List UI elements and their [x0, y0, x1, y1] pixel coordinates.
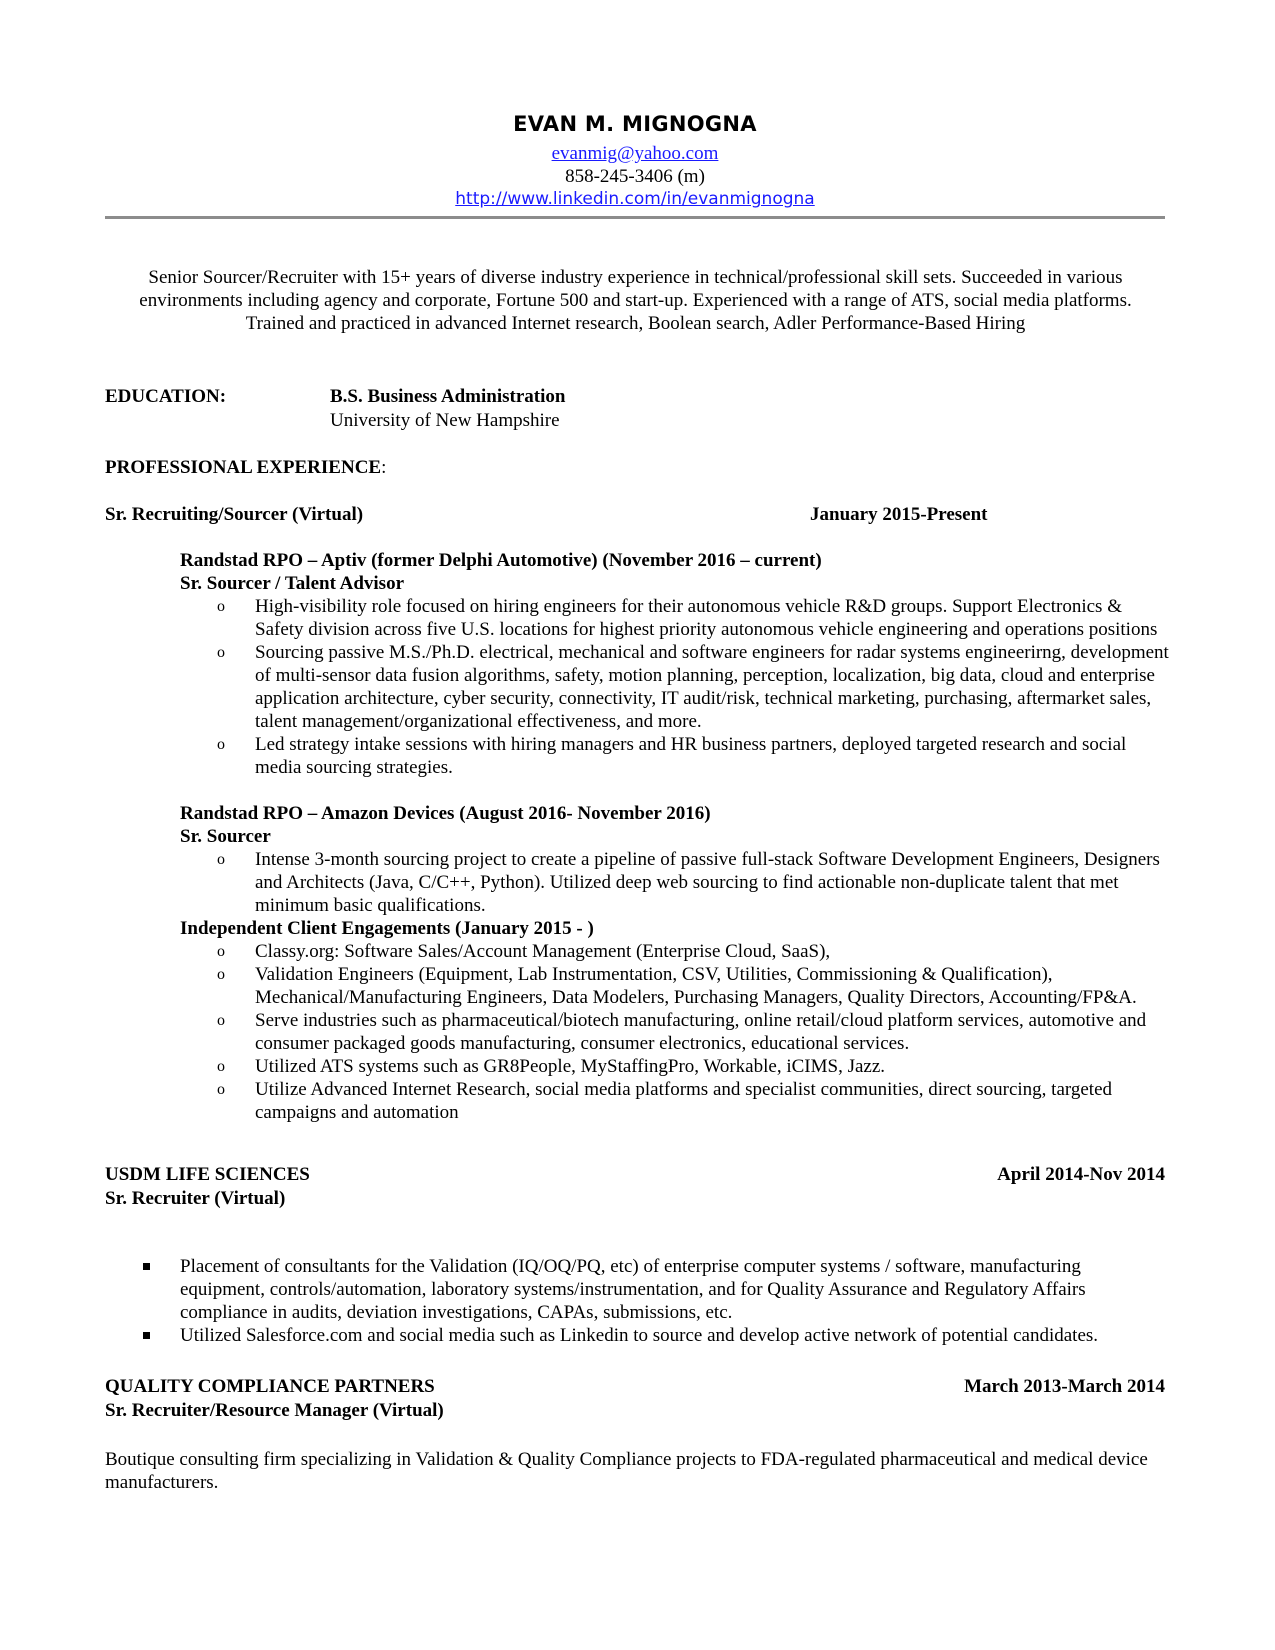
- list-item: [180, 963, 1170, 1009]
- linkedin-link[interactable]: http://www.linkedin.com/in/evanmignogna: [455, 189, 815, 209]
- engagement-client: Randstad RPO – Aptiv (former Delphi Automotive) (November 2016 – current): [180, 550, 822, 571]
- bullet-list: [180, 940, 1170, 1124]
- job2-company: USDM LIFE SCIENCES: [105, 1164, 310, 1185]
- circle-bullet-icon: o: [217, 851, 225, 868]
- list-item-text: Validation Engineers (Equipment, Lab Instrumentation, CSV, Utilities, Commissioning & Qualification), Mechanical/Manufacturing Engineers, Data Modelers, Purchasing Managers, Quality Directors, Accounting/FP&A.: [255, 964, 1137, 1008]
- list-item-text: Utilized ATS systems such as GR8People, MyStaffingPro, Workable, iCIMS, Jazz.: [255, 1056, 886, 1077]
- circle-bullet-icon: o: [217, 736, 225, 753]
- circle-bullet-icon: o: [217, 598, 225, 615]
- list-item-text: Utilize Advanced Internet Research, social media platforms and specialist communities, direct sourcing, targeted campaigns and automation: [255, 1079, 1113, 1123]
- list-item: [180, 1009, 1170, 1055]
- list-item: [180, 1055, 1170, 1078]
- engagement-client: Randstad RPO – Amazon Devices (August 2016- November 2016): [180, 803, 711, 824]
- bullet-list: [105, 1255, 1170, 1347]
- engagement-role: Sr. Sourcer / Talent Advisor: [180, 573, 405, 594]
- list-item: [180, 940, 1170, 963]
- resume-header: [105, 110, 1165, 210]
- circle-bullet-icon: o: [217, 644, 225, 661]
- candidate-name: EVAN M. MIGNOGNA: [513, 112, 757, 136]
- square-bullet-icon: [143, 1263, 150, 1270]
- job2-title: Sr. Recruiter (Virtual): [105, 1188, 286, 1209]
- job2-dates: April 2014-Nov 2014: [997, 1164, 1165, 1185]
- circle-bullet-icon: o: [217, 1081, 225, 1098]
- experience-heading-colon: :: [381, 457, 387, 478]
- experience-heading: [105, 456, 386, 479]
- list-item: [180, 595, 1170, 641]
- circle-bullet-icon: o: [217, 943, 225, 960]
- engagement-amazon: [180, 802, 1170, 917]
- header-divider: [105, 216, 1165, 219]
- list-item-text: High-visibility role focused on hiring engineers for their autonomous vehicle R&D groups. Support Electronics & Safety division across five U.S. locations for highest priority autonomous vehicle engineering and operations positions: [255, 596, 1158, 640]
- job3-dates: March 2013-March 2014: [964, 1376, 1165, 1397]
- experience-heading-text: PROFESSIONAL EXPERIENCE: [105, 457, 382, 478]
- education-degree: B.S. Business Administration: [330, 386, 566, 407]
- list-item: [105, 1324, 1170, 1347]
- job3-title: Sr. Recruiter/Resource Manager (Virtual): [105, 1400, 444, 1421]
- list-item-text: Utilized Salesforce.com and social media such as Linkedin to source and develop active network of potential candidates.: [180, 1325, 1099, 1346]
- education-label: EDUCATION:: [105, 386, 227, 407]
- list-item-text: Classy.org: Software Sales/Account Management (Enterprise Cloud, SaaS),: [255, 941, 831, 962]
- job1-header-row: [105, 503, 1165, 526]
- circle-bullet-icon: o: [217, 1058, 225, 1075]
- bullet-list: [180, 848, 1170, 917]
- job3-header-row: [105, 1375, 1165, 1398]
- engagement-role: Sr. Sourcer: [180, 826, 271, 847]
- job2-header-row: [105, 1163, 1165, 1186]
- list-item-text: Sourcing passive M.S./Ph.D. electrical, mechanical and software engineers for radar systems engineerirng, development of multi-sensor data fusion algorithms, safety, motion planning, perception, localization, big data, cloud and enterprise application architecture, cyber security, connectivity, IT audit/risk, technical marketing, purchasing, aftermarket sales, talent management/organizational effectiveness, and more.: [255, 642, 1169, 732]
- engagement-independent: [180, 917, 1170, 1124]
- list-item: [105, 1255, 1170, 1324]
- circle-bullet-icon: o: [217, 1012, 225, 1029]
- job3-company: QUALITY COMPLIANCE PARTNERS: [105, 1376, 435, 1397]
- summary-paragraph: Senior Sourcer/Recruiter with 15+ years of diverse industry experience in technical/professional skill sets. Succeeded in various environments including agency and corporate, Fortune 500 and start-up. Experienced with a range of ATS, social media platforms. Trained and practiced in advanced Internet research, Boolean search, Adler Performance-Based Hiring: [139, 267, 1132, 334]
- list-item: [180, 733, 1170, 779]
- list-item-text: Serve industries such as pharmaceutical/biotech manufacturing, online retail/cloud platform services, automotive and consumer packaged goods manufacturing, consumer electronics, educational services.: [255, 1010, 1147, 1054]
- job1-title: Sr. Recruiting/Sourcer (Virtual): [105, 504, 364, 525]
- list-item: [180, 1078, 1170, 1124]
- engagement-client: Independent Client Engagements (January 2015 - ): [180, 918, 594, 939]
- square-bullet-icon: [143, 1332, 150, 1339]
- list-item-text: Intense 3-month sourcing project to create a pipeline of passive full-stack Software Development Engineers, Designers and Architects (Java, C/C++, Python). Utilized deep web sourcing to find actionable non-duplicate talent that met minimum basic qualifications.: [255, 849, 1160, 916]
- job1-dates: January 2015-Present: [810, 504, 988, 525]
- job2-bullets: [105, 1255, 1170, 1347]
- email-link[interactable]: evanmig@yahoo.com: [551, 143, 719, 164]
- bullet-list: [180, 595, 1170, 779]
- list-item-text: Placement of consultants for the Validation (IQ/OQ/PQ, etc) of enterprise computer systems / software, manufacturing equipment, controls/automation, laboratory systems/instrumentation, and for Quality Assurance and Regulatory Affairs compliance in audits, deviation investigations, CAPAs, submissions, etc.: [180, 1256, 1086, 1323]
- list-item-text: Led strategy intake sessions with hiring managers and HR business partners, deployed targeted research and social media sourcing strategies.: [255, 734, 1127, 778]
- circle-bullet-icon: o: [217, 966, 225, 983]
- phone-number: 858-245-3406 (m): [565, 166, 705, 187]
- job3-description: Boutique consulting firm specializing in Validation & Quality Compliance projects to FDA-regulated pharmaceutical and medical device manufacturers.: [105, 1449, 1148, 1493]
- list-item: [180, 641, 1170, 733]
- list-item: [180, 848, 1170, 917]
- engagement-aptiv: [180, 549, 1170, 779]
- education-school: University of New Hampshire: [330, 410, 560, 431]
